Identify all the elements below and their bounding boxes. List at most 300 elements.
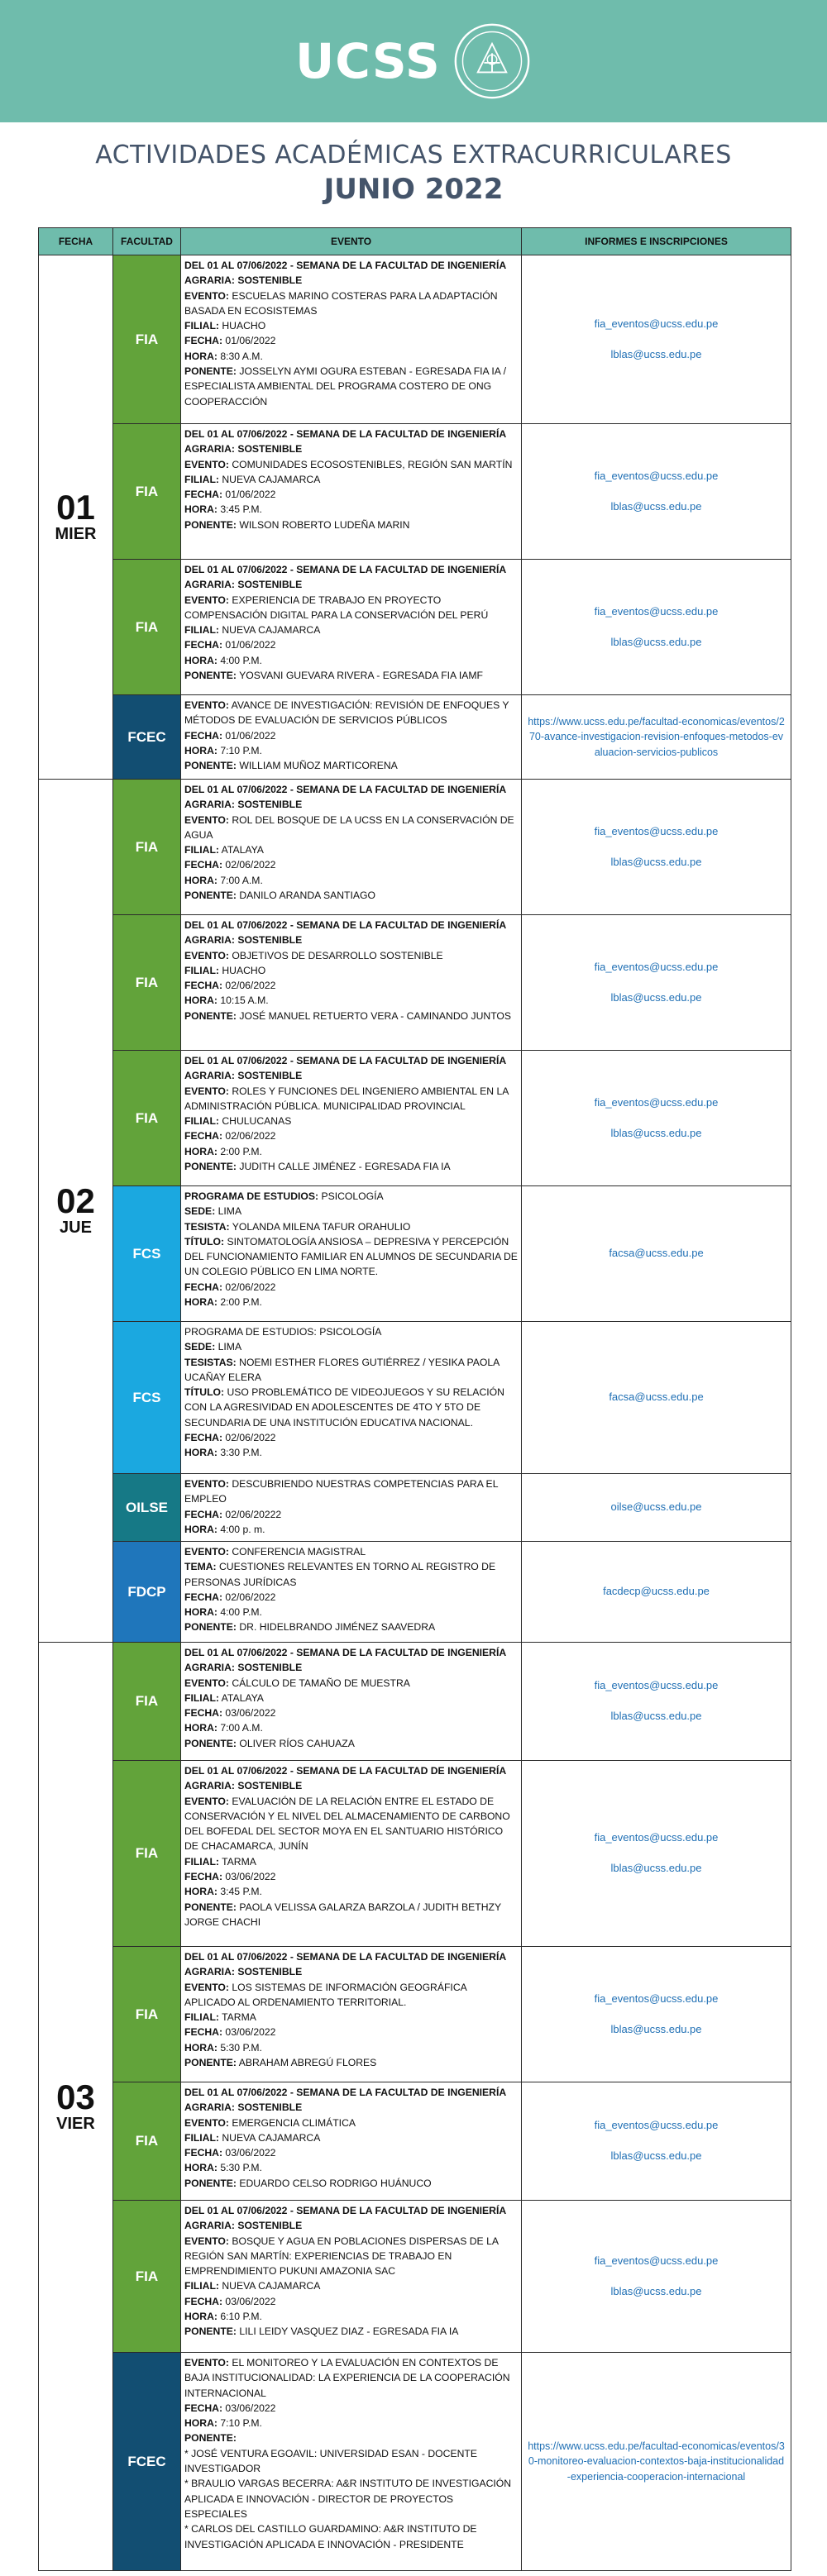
contact-email-link[interactable]: fia_eventos@ucss.edu.pe	[594, 2119, 719, 2132]
event-field-label: PONENTE:	[184, 2177, 237, 2189]
event-line	[184, 948, 518, 963]
contact-email-link[interactable]: lblas@ucss.edu.pe	[610, 2022, 702, 2035]
event-field-label: HORA:	[184, 1886, 218, 1898]
contact-email-link[interactable]: facsa@ucss.edu.pe	[609, 1391, 704, 1404]
event-field-value: 02/06/20222	[222, 1508, 282, 1520]
event-field-value: LOS SISTEMAS DE INFORMACIÓN GEOGRÁFICA APLICADO AL ORDENAMIENTO TERRITORIAL.	[184, 1981, 467, 2008]
event-line	[184, 1605, 518, 1620]
event-field-value: CUESTIONES RELEVANTES EN TORNO AL REGISTRO DE PERSONAS JURÍDICAS	[184, 1561, 496, 1588]
table-row	[39, 1643, 791, 1761]
event-line	[184, 289, 518, 319]
event-line	[184, 1219, 518, 1234]
event-field-value: COMUNIDADES ECOSOSTENIBLES, REGIÓN SAN MARTÍN	[228, 458, 513, 470]
event-field-value: DR. HIDELBRANDO JIMÉNEZ SAAVEDRA	[236, 1621, 436, 1634]
table-row	[39, 1051, 791, 1186]
event-line	[184, 2278, 518, 2293]
event-field-value: 03/06/2022	[222, 2026, 276, 2039]
events-table	[38, 227, 791, 2571]
event-line	[184, 2355, 518, 2401]
event-line	[184, 2294, 518, 2309]
table-row	[39, 1761, 791, 1947]
event-field-label: HORA:	[184, 1296, 218, 1309]
event-field-value: 02/06/2022	[222, 1130, 276, 1143]
event-details	[181, 1322, 522, 1474]
contact-email-link[interactable]: fia_eventos@ucss.edu.pe	[594, 469, 719, 482]
event-field-value: DEL 01 AL 07/06/2022 - SEMANA DE LA FACULTAD DE INGENIERÍA AGRARIA: SOSTENIBLE	[184, 1647, 506, 1674]
contact-cell	[522, 1186, 791, 1322]
faculty-badge: OILSE	[113, 1474, 181, 1542]
event-field-label: FILIAL:	[184, 624, 219, 637]
event-line	[184, 1590, 518, 1605]
event-field-value: 5:30 P.M.	[217, 2162, 262, 2174]
event-field-value: DEL 01 AL 07/06/2022 - SEMANA DE LA FACULTAD DE INGENIERÍA AGRARIA: SOSTENIBLE	[184, 1765, 506, 1792]
event-field-label: FILIAL:	[184, 2131, 219, 2144]
contact-email-link[interactable]: lblas@ucss.edu.pe	[610, 1862, 702, 1874]
event-field-value: JOSSELYN AYMI OGURA ESTEBAN - EGRESADA FIA IA / ESPECIALISTA AMBIENTAL DEL PROGRAMA COSTERO DE ONG COOPERACCIÓN	[184, 365, 506, 408]
event-field-label: HORA:	[184, 1606, 218, 1619]
event-field-label: FECHA:	[184, 489, 223, 501]
event-line	[184, 2203, 518, 2234]
contact-email-link[interactable]: lblas@ucss.edu.pe	[610, 1710, 702, 1722]
event-field-label: EVENTO:	[184, 2235, 229, 2247]
event-line	[184, 743, 518, 758]
event-field-label: FECHA:	[184, 1130, 223, 1143]
event-field-label: PONENTE:	[184, 365, 237, 378]
event-field-label: PONENTE:	[184, 1901, 237, 1913]
event-field-value: 03/06/2022	[222, 1707, 276, 1720]
event-link[interactable]: https://www.ucss.edu.pe/facultad-economicas/eventos/270-avance-investigacion-revision-enfoques-metodos-evaluacion-servicios-publicos	[528, 716, 785, 758]
table-row	[39, 560, 791, 695]
event-field-label: EVENTO:	[184, 813, 229, 826]
event-field-label: PROGRAMA DE ESTUDIOS:	[184, 1190, 319, 1202]
event-field-value: YOSVANI GUEVARA RIVERA - EGRESADA FIA IAMF	[236, 670, 483, 682]
table-row	[39, 2353, 791, 2571]
event-field-label: PONENTE:	[184, 518, 237, 531]
event-field-value: 01/06/2022	[222, 639, 276, 651]
event-field-value: 7:00 A.M.	[217, 1722, 263, 1734]
event-details	[181, 1051, 522, 1186]
event-field-value: OBJETIVOS DE DESARROLLO SOSTENIBLE	[228, 949, 443, 961]
event-field-value: 3:45 P.M.	[217, 1886, 262, 1898]
event-field-value: 02/06/2022	[222, 980, 276, 992]
event-line	[184, 487, 518, 502]
event-field-value: EL MONITOREO Y LA EVALUACIÓN EN CONTEXTOS DE BAJA INSTITUCIONALIDAD: LA EXPERIENCIA DE LA COOPERACIÓN INTERNACIONAL	[184, 2357, 510, 2399]
event-field-label: PONENTE:	[184, 670, 237, 682]
faculty-badge: FIA	[113, 1051, 181, 1186]
event-line	[184, 2431, 518, 2445]
contact-cell	[522, 2353, 791, 2571]
table-row	[39, 2201, 791, 2353]
event-line	[184, 2025, 518, 2039]
event-field-label: HORA:	[184, 654, 218, 666]
event-field-value: NUEVA CAJAMARCA	[218, 624, 321, 637]
event-field-label: PONENTE:	[184, 1009, 237, 1022]
event-field-label: EVENTO:	[184, 2357, 229, 2368]
event-field-label: EVENTO:	[184, 1795, 229, 1807]
event-line	[184, 873, 518, 888]
event-line	[184, 1949, 518, 1980]
event-field-value: * BRAULIO VARGAS BECERRA: A&R INSTITUTO DE INVESTIGACIÓN APLICADA E INNOVACIÓN - DIRECTOR DE PROYECTOS ESPECIALES	[184, 2478, 512, 2520]
faculty-badge: FDCP	[113, 1542, 181, 1643]
event-line	[184, 1691, 518, 1705]
event-field-label: HORA:	[184, 2162, 218, 2174]
event-field-label: HORA:	[184, 503, 218, 516]
event-field-label: FILIAL:	[184, 844, 219, 856]
event-field-value: NUEVA CAJAMARCA	[218, 2280, 321, 2292]
contact-email-link[interactable]: lblas@ucss.edu.pe	[610, 855, 702, 868]
event-line	[184, 1507, 518, 1522]
table-row	[39, 1186, 791, 1322]
event-details	[181, 695, 522, 780]
event-field-value: TARMA	[218, 2011, 256, 2024]
table-header-row	[39, 228, 791, 255]
header-banner	[0, 0, 827, 122]
event-field-value: ROL DEL BOSQUE DE LA UCSS EN LA CONSERVACIÓN DE AGUA	[184, 813, 514, 841]
event-field-value: 4:00 P.M.	[217, 654, 262, 666]
event-field-label: FECHA:	[184, 2026, 223, 2039]
event-line	[184, 993, 518, 1008]
faculty-badge: FIA	[113, 2201, 181, 2353]
event-field-label: EVENTO:	[184, 1546, 229, 1558]
event-field-label: TÍTULO:	[184, 1386, 225, 1399]
faculty-badge: FIA	[113, 1761, 181, 1947]
event-line	[184, 668, 518, 683]
event-field-label: FECHA:	[184, 1508, 223, 1520]
contact-email-link[interactable]: lblas@ucss.edu.pe	[610, 1126, 702, 1139]
col-header-evento: EVENTO	[181, 228, 522, 255]
ucss-logo-text: UCSS	[295, 33, 441, 89]
event-line	[184, 1084, 518, 1114]
event-field-value: PROGRAMA DE ESTUDIOS: PSICOLOGÍA	[184, 1326, 382, 1338]
table-row	[39, 780, 791, 915]
event-details	[181, 2082, 522, 2201]
event-line	[184, 698, 518, 728]
event-field-label: FECHA:	[184, 980, 223, 992]
date-cell	[39, 1643, 113, 2571]
event-field-value: DEL 01 AL 07/06/2022 - SEMANA DE LA FACULTAD DE INGENIERÍA AGRARIA: SOSTENIBLE	[184, 2205, 506, 2232]
event-line	[184, 2145, 518, 2160]
event-field-value: 02/06/2022	[222, 1281, 276, 1293]
event-field-label: FECHA:	[184, 1281, 223, 1293]
day-number: 02	[56, 1181, 95, 1220]
event-field-label: PONENTE:	[184, 1621, 237, 1634]
event-line	[184, 2160, 518, 2175]
event-field-value: LIMA	[215, 1341, 242, 1353]
contact-email-link[interactable]: fia_eventos@ucss.edu.pe	[594, 824, 719, 837]
contact-email-link[interactable]: lblas@ucss.edu.pe	[610, 347, 702, 360]
event-line	[184, 978, 518, 993]
event-field-label: TÍTULO:	[184, 1235, 225, 1247]
event-details	[181, 1761, 522, 1947]
event-line	[184, 318, 518, 333]
contact-cell	[522, 2201, 791, 2353]
event-line	[184, 1476, 518, 1507]
table-row	[39, 1322, 791, 1474]
event-field-value: EXPERIENCIA DE TRABAJO EN PROYECTO COMPENSACIÓN DIGITAL PARA LA CONSERVACIÓN DEL PERÚ	[184, 594, 489, 621]
event-field-value: JOSÉ MANUEL RETUERTO VERA - CAMINANDO JUNTOS	[236, 1009, 512, 1022]
event-field-value: 2:00 P.M.	[217, 1296, 262, 1309]
event-line	[184, 2130, 518, 2145]
event-field-value: 8:30 A.M.	[217, 350, 263, 362]
event-details	[181, 2353, 522, 2571]
contact-email-link[interactable]: fia_eventos@ucss.edu.pe	[594, 1831, 719, 1844]
event-field-value: 4:00 p. m.	[217, 1523, 265, 1535]
event-field-value: DEL 01 AL 07/06/2022 - SEMANA DE LA FACULTAD DE INGENIERÍA AGRARIA: SOSTENIBLE	[184, 784, 506, 811]
event-field-label: PONENTE:	[184, 1161, 237, 1173]
contact-cell	[522, 1643, 791, 1761]
event-line	[184, 2521, 518, 2552]
event-line	[184, 1900, 518, 1930]
event-line	[184, 963, 518, 978]
contact-email-link[interactable]: lblas@ucss.edu.pe	[610, 990, 702, 1004]
event-field-value: 02/06/2022	[222, 1591, 276, 1603]
table-row	[39, 1474, 791, 1542]
event-field-label: FECHA:	[184, 2402, 223, 2414]
event-field-label: HORA:	[184, 874, 218, 886]
contact-cell	[522, 1322, 791, 1474]
event-field-value: 3:30 P.M.	[217, 1447, 262, 1459]
event-field-value: 10:15 A.M.	[217, 995, 269, 1007]
event-line	[184, 2446, 518, 2477]
event-line	[184, 1128, 518, 1143]
event-details	[181, 1542, 522, 1643]
contact-email-link[interactable]: lblas@ucss.edu.pe	[610, 635, 702, 648]
event-field-value: 03/06/2022	[222, 2295, 276, 2307]
event-field-value: DANILO ARANDA SANTIAGO	[236, 890, 375, 902]
event-line	[184, 1189, 518, 1204]
event-line	[184, 1053, 518, 1084]
event-line	[184, 637, 518, 652]
event-line	[184, 1736, 518, 1751]
event-field-value: NOEMI ESTHER FLORES GUTIÉRREZ / YESIKA PAOLA UCAÑAY ELERA	[184, 1356, 500, 1383]
event-line	[184, 1280, 518, 1295]
faculty-badge: FIA	[113, 1947, 181, 2082]
event-field-value: 03/06/2022	[222, 2402, 276, 2414]
event-details	[181, 1186, 522, 1322]
contact-email-link[interactable]: fia_eventos@ucss.edu.pe	[594, 1095, 719, 1109]
event-field-label: FILIAL:	[184, 473, 219, 485]
event-line	[184, 842, 518, 857]
event-field-value: * CARLOS DEL CASTILLO GUARDAMINO: A&R INSTITUTO DE INVESTIGACIÓN APLICADA E INNOVACIÓN - PRESIDENTE	[184, 2523, 477, 2550]
event-field-label: EVENTO:	[184, 458, 229, 470]
event-field-label: HORA:	[184, 744, 218, 756]
faculty-badge: FCS	[113, 1186, 181, 1322]
event-field-value: OLIVER RÍOS CAHUAZA	[236, 1737, 355, 1749]
contact-cell	[522, 560, 791, 695]
event-field-label: EVENTO:	[184, 949, 229, 961]
event-field-value: * JOSÉ VENTURA EGOAVIL: UNIVERSIDAD ESAN - DOCENTE INVESTIGADOR	[184, 2447, 477, 2475]
event-field-label: FECHA:	[184, 2295, 223, 2307]
event-field-value: 03/06/2022	[222, 1871, 276, 1883]
event-details	[181, 1947, 522, 2082]
event-field-label: TEMA:	[184, 1561, 217, 1573]
table-row	[39, 255, 791, 424]
event-field-value: DEL 01 AL 07/06/2022 - SEMANA DE LA FACULTAD DE INGENIERÍA AGRARIA: SOSTENIBLE	[184, 919, 506, 947]
contact-email-link[interactable]: fia_eventos@ucss.edu.pe	[594, 1679, 719, 1692]
event-field-label: PONENTE:	[184, 2432, 237, 2445]
contact-email-link[interactable]: facdecp@ucss.edu.pe	[603, 1585, 710, 1598]
contact-cell	[522, 1947, 791, 2082]
date-cell	[39, 780, 113, 1643]
event-field-label: FILIAL:	[184, 2280, 219, 2292]
event-field-label: PONENTE:	[184, 1737, 237, 1749]
faculty-badge: FIA	[113, 1643, 181, 1761]
event-field-label: HORA:	[184, 2311, 218, 2323]
event-line	[184, 2055, 518, 2070]
event-line	[184, 1159, 518, 1174]
event-field-label: FILIAL:	[184, 1691, 219, 1704]
table-row	[39, 1947, 791, 2082]
event-field-label: FECHA:	[184, 1591, 223, 1603]
event-line	[184, 623, 518, 637]
event-field-label: FECHA:	[184, 335, 223, 347]
event-line	[184, 2324, 518, 2339]
faculty-badge: FCEC	[113, 695, 181, 780]
event-field-value: HUACHO	[218, 964, 266, 976]
event-line	[184, 1114, 518, 1128]
contact-email-link[interactable]: fia_eventos@ucss.edu.pe	[594, 960, 719, 973]
event-details	[181, 915, 522, 1051]
event-line	[184, 562, 518, 593]
event-line	[184, 918, 518, 948]
event-field-label: FECHA:	[184, 2147, 223, 2159]
event-field-value: 6:10 P.M.	[217, 2311, 262, 2323]
event-field-value: EDUARDO CELSO RODRIGO HUÁNUCO	[236, 2177, 432, 2189]
event-field-value: ABRAHAM ABREGÚ FLORES	[236, 2057, 377, 2069]
day-number: 03	[56, 2077, 95, 2116]
contact-email-link[interactable]: fia_eventos@ucss.edu.pe	[594, 1992, 719, 2005]
event-line	[184, 1720, 518, 1735]
event-line	[184, 502, 518, 517]
contact-email-link[interactable]: fia_eventos@ucss.edu.pe	[594, 317, 719, 330]
event-line	[184, 758, 518, 773]
event-field-label: HORA:	[184, 1145, 218, 1157]
contact-email-link[interactable]: fia_eventos@ucss.edu.pe	[594, 604, 719, 618]
event-field-value: 7:10 P.M.	[217, 2417, 262, 2430]
event-line	[184, 1295, 518, 1309]
event-field-value: 02/06/2022	[222, 859, 276, 871]
event-line	[184, 364, 518, 409]
event-field-label: EVENTO:	[184, 2116, 229, 2129]
event-line	[184, 349, 518, 364]
event-details	[181, 1643, 522, 1761]
contact-cell	[522, 255, 791, 424]
event-line	[184, 1204, 518, 1219]
event-field-label: SEDE:	[184, 1205, 216, 1218]
event-field-label: FECHA:	[184, 729, 223, 742]
event-line	[184, 1763, 518, 1794]
contact-email-link[interactable]: lblas@ucss.edu.pe	[610, 499, 702, 513]
table-row	[39, 695, 791, 780]
event-field-value: NUEVA CAJAMARCA	[218, 473, 321, 485]
event-line	[184, 1705, 518, 1720]
event-field-value: DESCUBRIENDO NUESTRAS COMPETENCIAS PARA EL EMPLEO	[184, 1478, 499, 1505]
event-field-value: 5:30 P.M.	[217, 2041, 262, 2054]
event-field-value: PAOLA VELISSA GALARZA BARZOLA / JUDITH BETHZY JORGE CHACHI	[184, 1901, 501, 1928]
event-details	[181, 424, 522, 560]
contact-cell	[522, 2082, 791, 2201]
contact-cell	[522, 424, 791, 560]
event-link[interactable]: https://www.ucss.edu.pe/facultad-economicas/eventos/30-monitoreo-evaluacion-contextos-baja-institucionalidad-experiencia-cooperacion-internacional	[528, 2440, 785, 2483]
date-cell	[39, 255, 113, 780]
event-field-value: TARMA	[218, 1855, 256, 1868]
event-line	[184, 1854, 518, 1869]
event-line	[184, 457, 518, 472]
contact-email-link[interactable]: oilse@ucss.edu.pe	[610, 1500, 702, 1514]
event-line	[184, 2309, 518, 2324]
event-field-value: SINTOMATOLOGÍA ANSIOSA – DEPRESIVA Y PERCEPCIÓN DEL FUNCIONAMIENTO FAMILIAR EN ALUMNOS DE SECUNDARIA DE UN COLEGIO PÚBLICO EN LIMA NORTE.	[184, 1235, 518, 1278]
contact-email-link[interactable]: lblas@ucss.edu.pe	[610, 2284, 702, 2297]
event-field-value: 02/06/2022	[222, 1432, 276, 1444]
event-field-label: PONENTE:	[184, 2057, 237, 2069]
event-field-label: EVENTO:	[184, 699, 229, 711]
contact-cell	[522, 780, 791, 915]
event-field-label: FILIAL:	[184, 2011, 219, 2024]
event-field-value: CONFERENCIA MAGISTRAL	[228, 1546, 366, 1558]
event-field-value: WILSON ROBERTO LUDEÑA MARIN	[236, 518, 410, 531]
contact-cell	[522, 1474, 791, 1542]
event-field-label: FILIAL:	[184, 320, 219, 332]
event-field-value: DEL 01 AL 07/06/2022 - SEMANA DE LA FACULTAD DE INGENIERÍA AGRARIA: SOSTENIBLE	[184, 2087, 506, 2114]
page-subtitle: JUNIO 2022	[323, 173, 504, 206]
table-row	[39, 1542, 791, 1643]
contact-email-link[interactable]: lblas@ucss.edu.pe	[610, 2149, 702, 2162]
event-line	[184, 1620, 518, 1634]
event-details	[181, 560, 522, 695]
contact-cell	[522, 1761, 791, 1947]
contact-cell	[522, 1542, 791, 1643]
event-field-value: EVALUACIÓN DE LA RELACIÓN ENTRE EL ESTADO DE CONSERVACIÓN Y EL NIVEL DEL ALMACENAMIENTO DE CARBONO DEL BOFEDAL DEL SECTOR MOYA EN EL SANTUARIO HISTÓRICO DE CHACAMARCA, JUNÍN	[184, 1795, 510, 1853]
event-line	[184, 2476, 518, 2521]
col-header-fecha: FECHA	[39, 228, 113, 255]
event-line	[184, 2116, 518, 2130]
event-line	[184, 1559, 518, 1590]
event-line	[184, 653, 518, 668]
event-field-value: CHULUCANAS	[218, 1115, 292, 1128]
contact-email-link[interactable]: fia_eventos@ucss.edu.pe	[594, 2254, 719, 2267]
event-line	[184, 1355, 518, 1386]
table-row	[39, 424, 791, 560]
event-line	[184, 1869, 518, 1884]
event-field-label: FECHA:	[184, 1707, 223, 1720]
event-field-value: 03/06/2022	[222, 2147, 276, 2159]
event-line	[184, 333, 518, 348]
event-field-value: ROLES Y FUNCIONES DEL INGENIERO AMBIENTAL EN LA ADMINISTRACIÓN PÚBLICA. MUNICIPALIDAD PROVINCIAL	[184, 1085, 509, 1112]
faculty-badge: FIA	[113, 424, 181, 560]
event-line	[184, 2416, 518, 2431]
contact-email-link[interactable]: facsa@ucss.edu.pe	[609, 1247, 704, 1260]
event-details	[181, 780, 522, 915]
event-line	[184, 1234, 518, 1280]
faculty-badge: FCEC	[113, 2353, 181, 2571]
event-field-value: DEL 01 AL 07/06/2022 - SEMANA DE LA FACULTAD DE INGENIERÍA AGRARIA: SOSTENIBLE	[184, 260, 506, 287]
event-field-value: HUACHO	[218, 320, 266, 332]
table-row	[39, 2082, 791, 2201]
faculty-badge: FIA	[113, 2082, 181, 2201]
event-line	[184, 782, 518, 813]
event-line	[184, 2085, 518, 2116]
faculty-badge: FIA	[113, 560, 181, 695]
event-field-value: AVANCE DE INVESTIGACIÓN: REVISIÓN DE ENFOQUES Y MÉTODOS DE EVALUACIÓN DE SERVICIOS PÚBLICOS	[184, 699, 509, 727]
faculty-badge: FIA	[113, 255, 181, 424]
event-field-label: EVENTO:	[184, 594, 229, 606]
event-details	[181, 2201, 522, 2353]
day-number: 01	[56, 488, 95, 527]
event-field-label: EVENTO:	[184, 1478, 229, 1490]
event-field-value: 3:45 P.M.	[217, 503, 262, 516]
event-field-label: FILIAL:	[184, 964, 219, 976]
event-field-label: PONENTE:	[184, 2326, 237, 2338]
